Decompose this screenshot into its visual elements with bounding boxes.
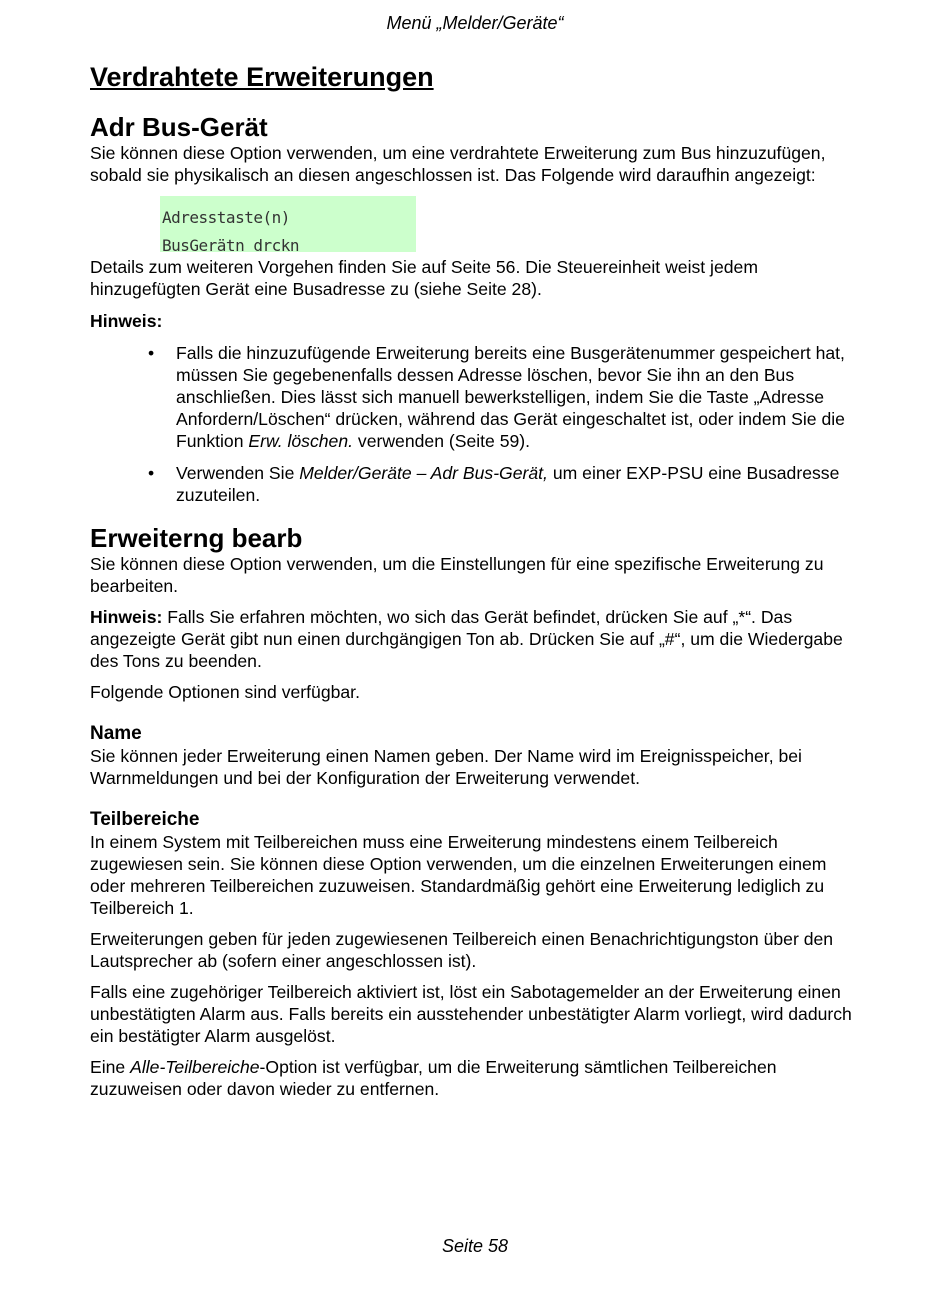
bullet-1-text: Falls die hinzuzufügende Erweiterung bereits eine Busgerätenummer gespeichert hat, müssen Sie gegebenenfalls dessen Adresse löschen, bevor Sie ihn an den Bus anschließen. Dies lässt sich manuell bewerkstelligen, indem Sie die Taste „Adresse Anfordern/Löschen“ drücken, während das Gerät eingeschaltet ist, oder indem Sie die Funktion [176,343,845,451]
teilbereiche-heading: Teilbereiche [90,809,200,830]
teilbereiche-p4 [90,1056,865,1100]
bullet-icon: • [148,343,155,363]
name-heading: Name [90,723,142,744]
note-text: Falls Sie erfahren möchten, wo sich das Gerät befindet, drücken Sie auf „*“. Das angezeigte Gerät gibt nun einen durchgängigen Ton ab. Drücken Sie auf „#“, um die Wiedergabe des Tons zu beenden. [90,607,843,671]
teilbereiche-p1: In einem System mit Teilbereichen muss eine Erweiterung mindestens einem Teilbereich zugewiesen sein. Sie können diese Option verwenden, um die einzelnen Erweiterungen einem oder mehreren Teilbereichen zuzuweisen. Standardmäßig gehört eine Erweiterung lediglich zu Teilbereich 1. [90,832,827,918]
bullet-2-text: Verwenden Sie [176,463,300,483]
page-footer: Seite 58 [441,1236,509,1256]
bullet-icon: • [148,463,155,483]
adr-bus-heading: Adr Bus-Gerät [90,112,268,142]
list-item [90,462,865,506]
options-text: Folgende Optionen sind verfügbar. [90,682,360,702]
erweiterung-bearb-heading: Erweiterng bearb [90,523,303,553]
bullet-2-italic: Melder/Geräte – Adr Bus-Gerät, [299,463,548,483]
lcd-display [160,196,416,252]
list-item [90,342,865,452]
adr-bus-details: Details zum weiteren Vorgehen finden Sie auf Seite 56. Die Steuereinheit weist jedem hinzugefügten Gerät eine Busadresse zu (siehe Seite 28). [90,257,758,299]
note-label: Hinweis: [90,607,163,627]
teilbereiche-p2: Erweiterungen geben für jeden zugewiesenen Teilbereich einen Benachrichtigungston über den Lautsprecher ab (sofern einer angeschlossen ist). [90,929,834,971]
page-content [90,60,865,1100]
lcd-line-2: BusGerätn drckn [162,236,299,252]
bullet-1-end: verwenden (Seite 59). [353,431,531,451]
bullet-2-end: um einer EXP-PSU eine Busadresse zuzuteilen. [176,463,840,505]
adr-bus-intro: Sie können diese Option verwenden, um eine verdrahtete Erweiterung zum Bus hinzuzufügen, sobald sie physikalisch an diesen angeschlossen ist. Das Folgende wird daraufhin angezeigt: [90,143,826,185]
note-label: Hinweis: [90,311,163,331]
name-text: Sie können jeder Erweiterung einen Namen geben. Der Name wird im Ereignisspeicher, bei Warnmeldungen und bei der Konfiguration der Erweiterung verwendet. [90,746,802,788]
erweiterung-bearb-note [90,606,865,672]
teilbereiche-p3: Falls eine zugehöriger Teilbereich aktiviert ist, löst ein Sabotagemelder an der Erweiterung einen unbestätigten Alarm aus. Falls bereits ein ausstehender unbestätigter Alarm vorliegt, wird dadurch ein bestätigter Alarm ausgelöst. [90,982,852,1046]
bullet-1-italic: Erw. löschen. [248,431,354,451]
note-list [90,342,865,506]
p4-italic: Alle-Teilbereiche [130,1057,260,1077]
page-header: Menü „Melder/Geräte“ [386,13,564,33]
p4-start: Eine [90,1057,131,1077]
p4-end: -Option ist verfügbar, um die Erweiterung sämtlichen Teilbereichen zuzuweisen oder davon wieder zu entfernen. [90,1057,777,1099]
section-title: Verdrahtete Erweiterungen [90,62,434,92]
lcd-line-1: Adresstaste(n) [162,208,290,227]
erweiterung-bearb-intro: Sie können diese Option verwenden, um die Einstellungen für eine spezifische Erweiterung zu bearbeiten. [90,554,824,596]
